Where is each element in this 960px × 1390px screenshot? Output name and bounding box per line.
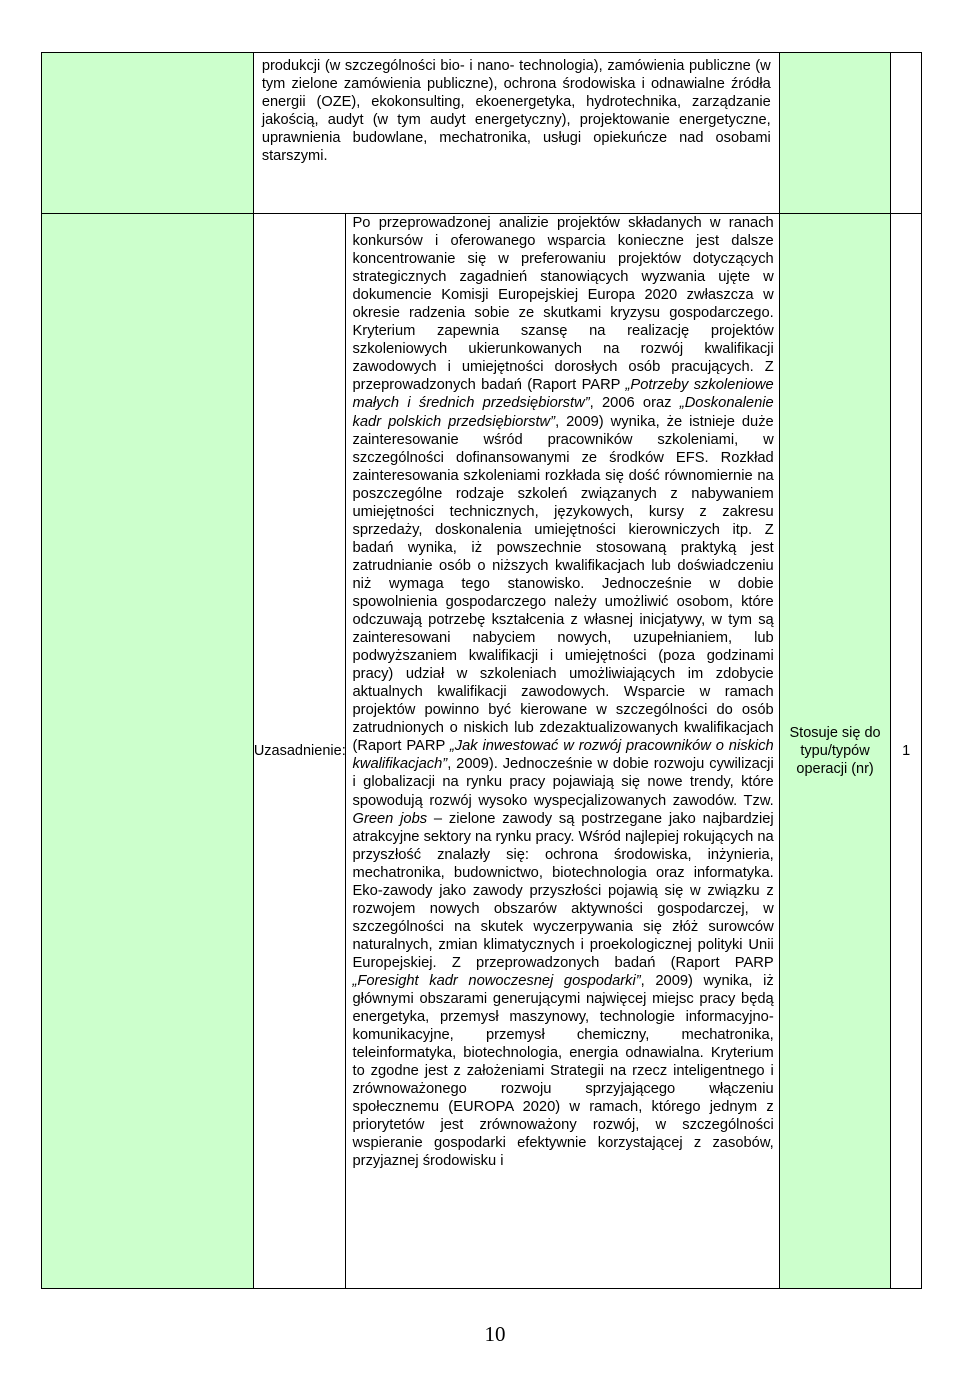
empty-cell	[891, 53, 922, 214]
justification-segment: – zielone zawody są postrzegane jako najbardziej atrakcyjne sektory na rynku pracy. Wśród najlepiej rokujących na przyszłość znalazły się: ochrona środowiska, inżynieria, mechatronika, budownictwo, biotechnologia oraz informatyka. Eko-zawody jako zawody przyszłości pojawią się w związku z rozwojem nowych obszarów aktywności gospodarczej, w szczególności na skutek wyczerpywania się złóż surowców naturalnych, zmian klimatycznych i proekologicznej polityki Unii Europejskiej. Z przeprowadzonych badań (Raport PARP	[352, 810, 774, 971]
green-cell-left	[42, 53, 254, 214]
label-cell	[253, 214, 345, 1289]
report-title: „Foresight kadr nowoczesnej gospodarki”	[352, 972, 641, 989]
justification-segment: , 2009). Jednocześnie w dobie rozwoju cywilizacji i globalizacji na rynku pracy pojawiają się nowe trendy, które spowodują rozwój wysoko wyspecjalizowanych zawodów. Tzw.	[352, 756, 774, 809]
justification-segment: Po przeprowadzonej analizie projektów składanych w ranach konkursów i oferowanego wsparcia konieczne jest dalsze koncentrowanie się w preferowaniu projektów dotyczących strategicznych zagadnień stanowiących wyzwania ujęte w dokumencie Komisji Europejskiej Europa 2020 zwłaszcza w okresie radzenia sobie ze skutkami kryzysu gospodarczego. Kryterium zapewnia szansę na realizację projektów szkoleniowych ukierunkowanych na rozwój kwalifikacji zawodowych i umiejętności dorosłych osób pracujących. Z przeprowadzonych badań (Raport PARP	[352, 215, 774, 394]
justification-text	[346, 214, 779, 1170]
green-cell-left	[42, 214, 254, 1289]
report-title: „Potrzeby szkoleniowe małych i średnich przedsiębiorstw”	[352, 377, 774, 412]
justification-label: Uzasadnienie:	[253, 743, 346, 759]
justification-cell	[345, 214, 779, 1289]
table-row-intro	[42, 53, 922, 214]
applies-to-text: Stosuje się do typu/typów operacji (nr)	[789, 725, 881, 777]
criteria-table	[41, 52, 922, 1289]
justification-segment: , 2006 oraz	[589, 395, 680, 412]
table-row-justification	[42, 214, 922, 1289]
intro-cell	[253, 53, 779, 214]
operation-number: 1	[902, 743, 911, 759]
green-cell-right	[779, 53, 891, 214]
page-number: 10	[484, 1322, 506, 1346]
term-green-jobs: Green jobs	[352, 810, 428, 827]
justification-segment: , 2009) wynika, że istnieje duże zainteresowanie wśród pracowników szkoleniami, w szczególności dofinansowanymi ze środków EFS. Rozkład zainteresowania szkoleniami rozkłada się dość równomiernie na poszczególne rodzaje szkoleń związanych z nabywaniem umiejętności technicznych, językowych, kursy z zakresu sprzedaży, doskonalenia umiejętności kierowniczych itp. Z badań wynika, iż powszechnie stosowaną praktyką jest zatrudnianie osób o niższych kwalifikacjach lub doświadczeniu niż wymaga tego stanowisko. Jednocześnie w dobie spowolnienia gospodarczego należy umożliwić osobom, które odczuwają potrzebę kształcenia z własnej inicjatywy, w tym są zainteresowani nabyciem nowych, uzupełnianiem, lub podwyższaniem kwalifikacji i umiejętności (poza godzinami pracy) udział w szkoleniach umożliwiających im zdobycie aktualnych kwalifikacji zawodowych. Wsparcie w ramach projektów powinno być kierowane w szczególności do osób zatrudnionych o niskich lub zdezaktualizowanych kwalifikacjach (Raport PARP	[352, 413, 774, 755]
report-title: „Doskonalenie kadr polskich przedsiębiorstw”	[352, 395, 774, 430]
applies-to-cell	[779, 214, 891, 1289]
operation-number-cell	[891, 214, 922, 1289]
justification-segment: , 2009) wynika, iż głównymi obszarami generującymi najwięcej miejsc pracy będą energetyka, przemysł maszynowy, technologie informacyjno-komunikacyjne, przemysł chemiczny, mechatronika, teleinformatyka, biotechnologia, energia odnawialna. Kryterium to zgodne jest z założeniami Strategii na rzecz inteligentnego i zrównoważonego rozwoju sprzyjającego włączeniu społecznemu (EUROPA 2020) w ramach, którego jednym z priorytetów jest zrównoważony rozwój, w szczególności wspieranie gospodarki efektywnie korzystającej z zasobów, przyjaznej środowisku i	[352, 972, 774, 1170]
report-title: „Jak inwestować w rozwój pracowników o niskich kwalifikacjach”	[352, 738, 774, 773]
intro-text: produkcji (w szczególności bio- i nano- technologia), zamówienia publiczne (w tym zielone zamówienia publiczne), ochrona środowiska i odnawialne źródła energii (OZE), ekokonsulting, ekoenergetyka, hydrotechnika, zarządzanie jakością, audyt (w tym audyt energetyczny), projektowanie energetyczne, uprawnienia budowlane, mechatronika, usługi opiekuńcze nad osobami starszymi.	[261, 58, 771, 164]
